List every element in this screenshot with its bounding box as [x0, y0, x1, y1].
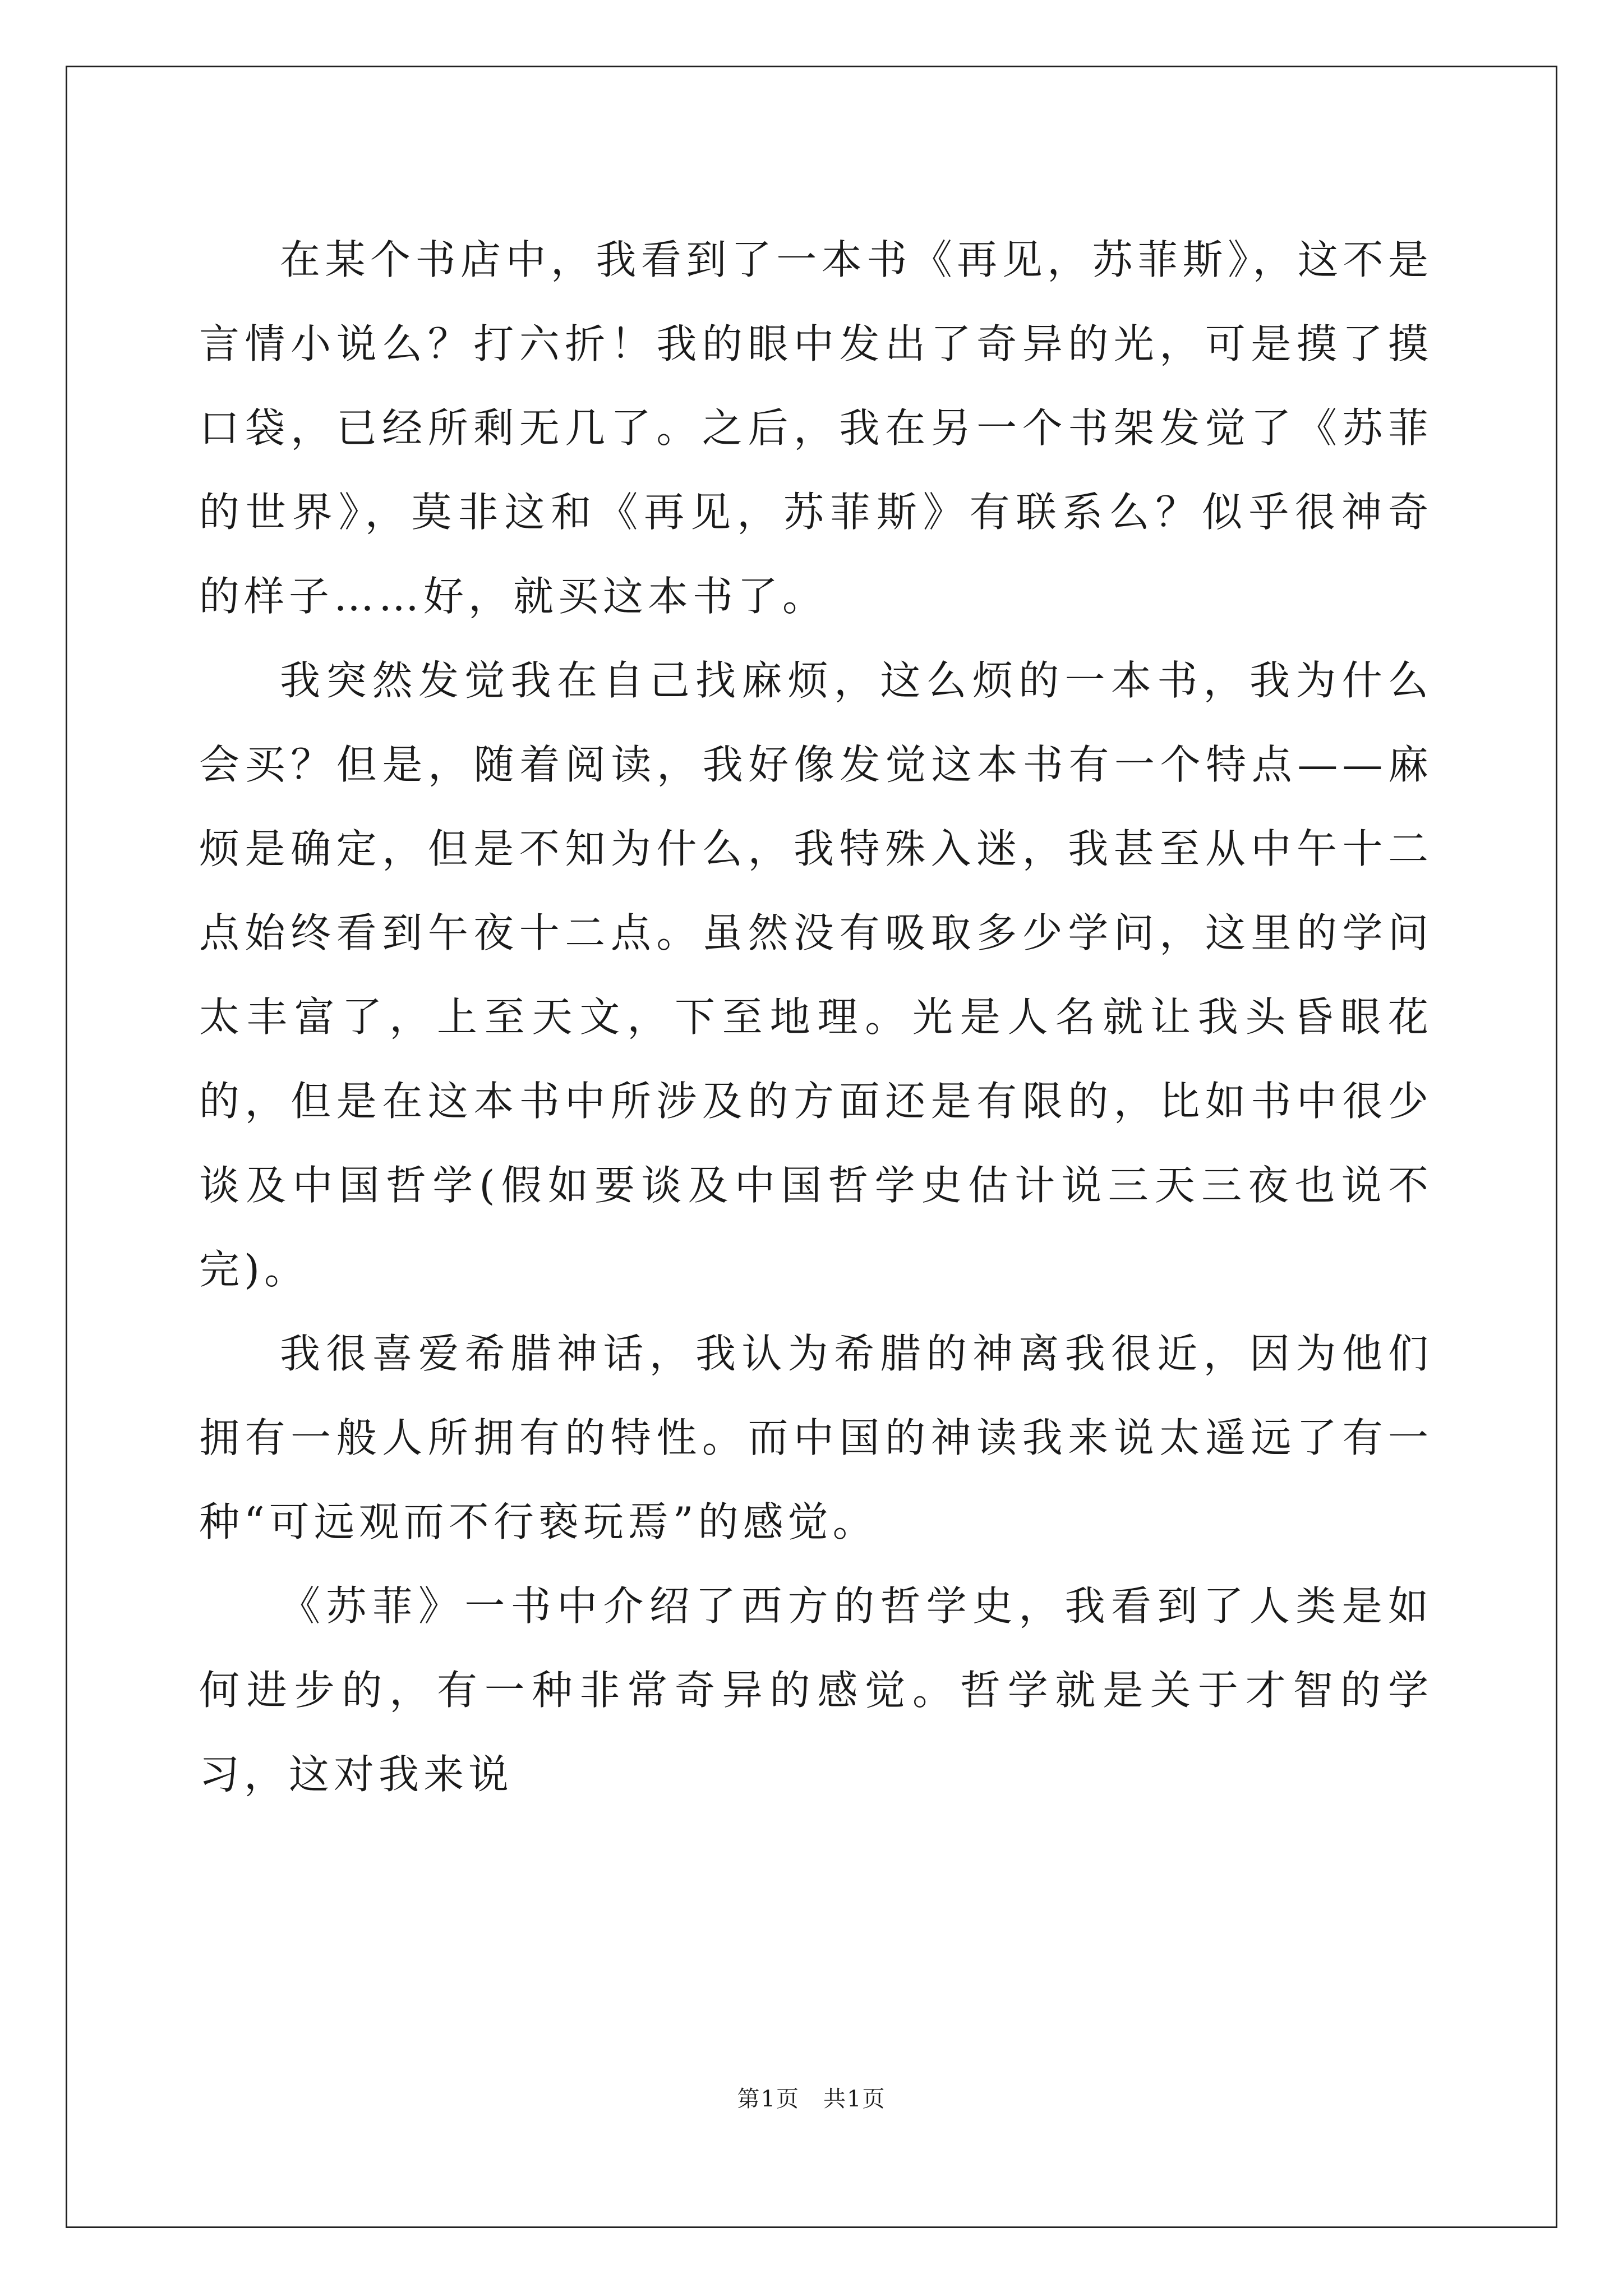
- paragraph-4: 《苏菲》一书中介绍了西方的哲学史，我看到了人类是如何进步的，有一种非常奇异的感觉。哲学就是关于才智的学习，这对我来说: [199, 1582, 1433, 1798]
- paragraph-2: 我突然发觉我在自己找麻烦，这么烦的一本书，我为什么会买？但是，随着阅读，我好像发觉这本书有一个特点——麻烦是确定，但是不知为什么，我特殊入迷，我甚至从中午十二点始终看到午夜十二点。虽然没有吸取多少学问，这里的学问太丰富了，上至天文，下至地理。光是人名就让我头昏眼花的，但是在这本书中所涉及的方面还是有限的，比如书中很少谈及中国哲学(假如要谈及中国哲学史估计说三天三夜也说不完)。: [199, 657, 1433, 1293]
- document-body: [199, 218, 1433, 1816]
- paragraph-3: 我很喜爱希腊神话，我认为希腊的神离我很近，因为他们拥有一般人所拥有的特性。而中国的神读我来说太遥远了有一种“可远观而不行亵玩焉”的感觉。: [199, 1330, 1433, 1545]
- page-number-footer: 第1页 共1页: [737, 2086, 886, 2112]
- paragraph-1: 在某个书店中，我看到了一本书《再见，苏菲斯》，这不是言情小说么？打六折！我的眼中发出了奇异的光，可是摸了摸口袋，已经所剩无几了。之后，我在另一个书架发觉了《苏菲的世界》，莫非这和《再见，苏菲斯》有联系么？似乎很神奇的样子……好，就买这本书了。: [199, 236, 1433, 620]
